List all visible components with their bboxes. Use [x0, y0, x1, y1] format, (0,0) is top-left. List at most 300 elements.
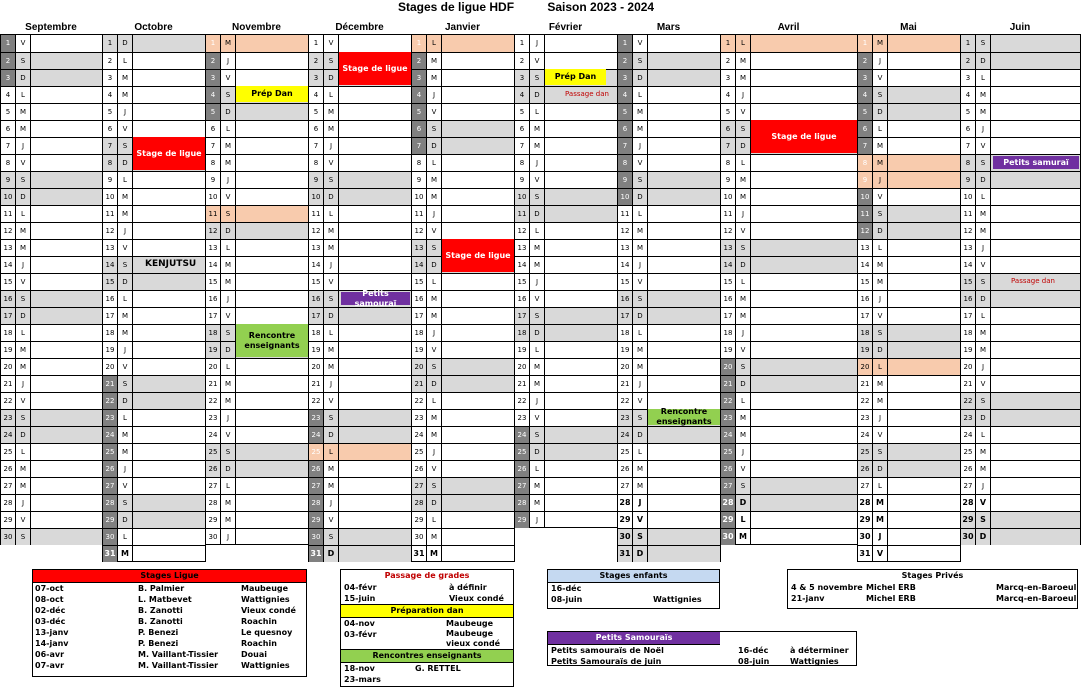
- day-row[interactable]: [309, 460, 411, 477]
- day-row[interactable]: [515, 375, 617, 392]
- day-row[interactable]: [412, 324, 514, 341]
- day-row[interactable]: [961, 69, 1080, 86]
- day-row[interactable]: [206, 409, 308, 426]
- day-row[interactable]: [618, 120, 720, 137]
- day-cell[interactable]: [545, 121, 617, 137]
- day-cell[interactable]: [442, 478, 514, 494]
- day-cell[interactable]: [648, 121, 720, 137]
- day-cell[interactable]: [442, 546, 514, 562]
- day-cell[interactable]: [339, 495, 411, 511]
- day-row[interactable]: [515, 341, 617, 358]
- day-cell[interactable]: [751, 495, 857, 511]
- day-row[interactable]: [103, 222, 205, 239]
- day-cell[interactable]: [888, 410, 960, 426]
- day-row[interactable]: [515, 511, 617, 528]
- day-cell[interactable]: [751, 155, 857, 171]
- day-row[interactable]: [1, 239, 102, 256]
- day-row[interactable]: [309, 494, 411, 511]
- day-row[interactable]: [309, 205, 411, 222]
- day-cell[interactable]: [648, 274, 720, 290]
- day-cell[interactable]: [339, 546, 411, 562]
- day-cell[interactable]: [31, 240, 102, 256]
- day-cell[interactable]: [648, 138, 720, 154]
- day-row[interactable]: [309, 324, 411, 341]
- day-row[interactable]: [412, 154, 514, 171]
- day-cell[interactable]: [442, 512, 514, 528]
- calendar-event[interactable]: Stage de ligue: [339, 52, 411, 85]
- day-cell[interactable]: [133, 359, 205, 375]
- day-row[interactable]: [515, 205, 617, 222]
- day-row[interactable]: [412, 511, 514, 528]
- day-row[interactable]: [961, 290, 1080, 307]
- day-row[interactable]: [618, 494, 720, 511]
- day-row[interactable]: [206, 205, 308, 222]
- day-row[interactable]: [961, 443, 1080, 460]
- day-cell[interactable]: [545, 35, 617, 52]
- day-row[interactable]: [103, 69, 205, 86]
- day-cell[interactable]: [545, 104, 617, 120]
- day-row[interactable]: [103, 239, 205, 256]
- day-row[interactable]: [309, 426, 411, 443]
- day-cell[interactable]: [648, 478, 720, 494]
- day-cell[interactable]: [133, 512, 205, 528]
- day-cell[interactable]: [31, 104, 102, 120]
- day-row[interactable]: [206, 239, 308, 256]
- day-row[interactable]: [309, 222, 411, 239]
- day-cell[interactable]: [648, 512, 720, 528]
- day-row[interactable]: [618, 511, 720, 528]
- day-cell[interactable]: [648, 291, 720, 307]
- day-row[interactable]: [858, 188, 960, 205]
- day-cell[interactable]: [991, 359, 1080, 375]
- day-row[interactable]: [858, 171, 960, 188]
- day-row[interactable]: [961, 52, 1080, 69]
- day-row[interactable]: [721, 477, 857, 494]
- day-row[interactable]: [721, 52, 857, 69]
- day-row[interactable]: [206, 460, 308, 477]
- day-row[interactable]: [103, 375, 205, 392]
- day-row[interactable]: [721, 375, 857, 392]
- day-row[interactable]: [515, 171, 617, 188]
- day-cell[interactable]: [339, 172, 411, 188]
- day-cell[interactable]: [991, 70, 1080, 86]
- day-cell[interactable]: [442, 376, 514, 392]
- day-cell[interactable]: [648, 189, 720, 205]
- day-cell[interactable]: [648, 444, 720, 460]
- day-cell[interactable]: [545, 291, 617, 307]
- day-row[interactable]: [206, 103, 308, 120]
- day-cell[interactable]: [888, 155, 960, 171]
- day-cell[interactable]: [31, 206, 102, 222]
- day-cell[interactable]: [31, 359, 102, 375]
- day-row[interactable]: [412, 460, 514, 477]
- day-row[interactable]: [412, 222, 514, 239]
- day-row[interactable]: [309, 545, 411, 562]
- day-cell[interactable]: [339, 478, 411, 494]
- day-cell[interactable]: [339, 325, 411, 341]
- day-cell[interactable]: [339, 87, 411, 103]
- day-row[interactable]: [309, 511, 411, 528]
- day-cell[interactable]: [31, 461, 102, 477]
- day-cell[interactable]: [888, 274, 960, 290]
- day-cell[interactable]: [133, 172, 205, 188]
- day-row[interactable]: [515, 460, 617, 477]
- day-cell[interactable]: [133, 376, 205, 392]
- day-row[interactable]: [1, 511, 102, 528]
- day-cell[interactable]: [236, 104, 308, 120]
- day-cell[interactable]: [991, 291, 1080, 307]
- day-row[interactable]: [721, 494, 857, 511]
- day-row[interactable]: [1, 358, 102, 375]
- day-cell[interactable]: [751, 444, 857, 460]
- day-cell[interactable]: [991, 512, 1080, 528]
- day-row[interactable]: [412, 477, 514, 494]
- day-cell[interactable]: [751, 342, 857, 358]
- day-cell[interactable]: [751, 308, 857, 324]
- day-row[interactable]: [721, 460, 857, 477]
- day-cell[interactable]: [236, 512, 308, 528]
- day-row[interactable]: [618, 273, 720, 290]
- day-row[interactable]: [858, 460, 960, 477]
- day-cell[interactable]: [545, 257, 617, 273]
- day-row[interactable]: [515, 409, 617, 426]
- day-cell[interactable]: [31, 189, 102, 205]
- day-row[interactable]: [961, 171, 1080, 188]
- day-row[interactable]: [206, 154, 308, 171]
- day-cell[interactable]: [31, 155, 102, 171]
- day-row[interactable]: [721, 528, 857, 545]
- day-cell[interactable]: [236, 529, 308, 545]
- day-cell[interactable]: [648, 223, 720, 239]
- day-cell[interactable]: [442, 444, 514, 460]
- day-cell[interactable]: [991, 410, 1080, 426]
- calendar-event[interactable]: Prép Dan: [236, 86, 308, 102]
- day-cell[interactable]: [133, 308, 205, 324]
- day-row[interactable]: [618, 545, 720, 562]
- day-cell[interactable]: [545, 240, 617, 256]
- day-cell[interactable]: [339, 393, 411, 409]
- day-cell[interactable]: [991, 427, 1080, 443]
- day-cell[interactable]: [648, 240, 720, 256]
- day-cell[interactable]: [545, 155, 617, 171]
- day-row[interactable]: [515, 120, 617, 137]
- day-row[interactable]: [412, 205, 514, 222]
- calendar-event[interactable]: Stage de ligue: [133, 137, 205, 170]
- day-cell[interactable]: [545, 410, 617, 426]
- day-row[interactable]: [206, 443, 308, 460]
- day-row[interactable]: [412, 307, 514, 324]
- day-cell[interactable]: [648, 206, 720, 222]
- day-row[interactable]: [412, 358, 514, 375]
- day-row[interactable]: [858, 375, 960, 392]
- day-row[interactable]: [309, 188, 411, 205]
- day-cell[interactable]: [442, 35, 514, 52]
- day-row[interactable]: [412, 120, 514, 137]
- day-cell[interactable]: [751, 376, 857, 392]
- day-row[interactable]: [961, 222, 1080, 239]
- day-cell[interactable]: [442, 410, 514, 426]
- day-row[interactable]: [858, 120, 960, 137]
- day-cell[interactable]: [751, 189, 857, 205]
- day-cell[interactable]: [339, 529, 411, 545]
- day-cell[interactable]: [991, 223, 1080, 239]
- day-cell[interactable]: [991, 376, 1080, 392]
- day-cell[interactable]: [888, 121, 960, 137]
- day-cell[interactable]: [339, 342, 411, 358]
- day-cell[interactable]: [888, 478, 960, 494]
- day-row[interactable]: [618, 256, 720, 273]
- day-cell[interactable]: [751, 393, 857, 409]
- day-row[interactable]: [309, 443, 411, 460]
- day-cell[interactable]: [31, 35, 102, 52]
- calendar-event[interactable]: Prép Dan: [545, 69, 606, 85]
- day-cell[interactable]: [751, 478, 857, 494]
- day-row[interactable]: [961, 188, 1080, 205]
- day-cell[interactable]: [339, 359, 411, 375]
- day-row[interactable]: [206, 307, 308, 324]
- day-row[interactable]: [103, 511, 205, 528]
- day-row[interactable]: [515, 426, 617, 443]
- day-row[interactable]: [1, 154, 102, 171]
- day-cell[interactable]: [888, 359, 960, 375]
- day-row[interactable]: [515, 239, 617, 256]
- day-cell[interactable]: [991, 87, 1080, 103]
- day-cell[interactable]: [442, 138, 514, 154]
- day-cell[interactable]: [339, 206, 411, 222]
- day-cell[interactable]: [751, 206, 857, 222]
- day-cell[interactable]: [991, 393, 1080, 409]
- day-cell[interactable]: [133, 87, 205, 103]
- day-cell[interactable]: [236, 495, 308, 511]
- day-cell[interactable]: [888, 189, 960, 205]
- calendar-event[interactable]: Rencontre enseignants: [648, 409, 720, 425]
- day-row[interactable]: [1, 205, 102, 222]
- day-row[interactable]: [961, 528, 1080, 545]
- day-cell[interactable]: [339, 189, 411, 205]
- day-row[interactable]: [515, 188, 617, 205]
- day-row[interactable]: [858, 358, 960, 375]
- day-cell[interactable]: [648, 87, 720, 103]
- day-cell[interactable]: [991, 478, 1080, 494]
- day-cell[interactable]: [751, 223, 857, 239]
- day-cell[interactable]: [442, 529, 514, 545]
- day-row[interactable]: [515, 324, 617, 341]
- day-row[interactable]: [618, 205, 720, 222]
- day-row[interactable]: [206, 358, 308, 375]
- day-cell[interactable]: [991, 325, 1080, 341]
- day-cell[interactable]: [991, 53, 1080, 69]
- day-cell[interactable]: [545, 223, 617, 239]
- day-row[interactable]: [515, 494, 617, 511]
- day-cell[interactable]: [751, 274, 857, 290]
- day-row[interactable]: [206, 290, 308, 307]
- day-cell[interactable]: [442, 393, 514, 409]
- day-cell[interactable]: [991, 121, 1080, 137]
- day-cell[interactable]: [442, 155, 514, 171]
- day-cell[interactable]: [888, 291, 960, 307]
- day-row[interactable]: [515, 392, 617, 409]
- day-cell[interactable]: [648, 35, 720, 52]
- day-cell[interactable]: [888, 35, 960, 52]
- day-cell[interactable]: [31, 138, 102, 154]
- day-cell[interactable]: [545, 359, 617, 375]
- day-row[interactable]: [412, 494, 514, 511]
- day-row[interactable]: [721, 324, 857, 341]
- day-row[interactable]: [309, 137, 411, 154]
- day-row[interactable]: [412, 52, 514, 69]
- day-row[interactable]: [618, 426, 720, 443]
- day-cell[interactable]: [751, 70, 857, 86]
- day-row[interactable]: [721, 222, 857, 239]
- day-row[interactable]: [858, 35, 960, 52]
- day-row[interactable]: [858, 137, 960, 154]
- day-row[interactable]: [1, 256, 102, 273]
- day-row[interactable]: [103, 273, 205, 290]
- day-cell[interactable]: [31, 291, 102, 307]
- day-row[interactable]: [1, 222, 102, 239]
- day-row[interactable]: [858, 477, 960, 494]
- day-cell[interactable]: [236, 240, 308, 256]
- day-row[interactable]: [858, 154, 960, 171]
- day-cell[interactable]: [236, 291, 308, 307]
- day-row[interactable]: [515, 35, 617, 52]
- day-row[interactable]: [309, 256, 411, 273]
- day-cell[interactable]: [888, 104, 960, 120]
- day-cell[interactable]: [133, 104, 205, 120]
- calendar-event[interactable]: KENJUTSU: [145, 259, 197, 269]
- day-cell[interactable]: [648, 104, 720, 120]
- day-cell[interactable]: [888, 546, 960, 562]
- day-row[interactable]: [103, 120, 205, 137]
- day-row[interactable]: [412, 545, 514, 562]
- day-row[interactable]: [618, 341, 720, 358]
- day-row[interactable]: [961, 324, 1080, 341]
- day-cell[interactable]: [133, 189, 205, 205]
- day-row[interactable]: [309, 341, 411, 358]
- day-row[interactable]: [1, 52, 102, 69]
- day-row[interactable]: [412, 35, 514, 52]
- day-cell[interactable]: [648, 172, 720, 188]
- day-cell[interactable]: [236, 257, 308, 273]
- day-row[interactable]: [103, 290, 205, 307]
- day-row[interactable]: [1, 307, 102, 324]
- day-row[interactable]: [961, 426, 1080, 443]
- day-row[interactable]: [515, 103, 617, 120]
- calendar-event[interactable]: Petits samuraï: [993, 156, 1079, 169]
- day-cell[interactable]: [236, 53, 308, 69]
- day-cell[interactable]: [991, 461, 1080, 477]
- day-row[interactable]: [309, 477, 411, 494]
- day-cell[interactable]: [339, 376, 411, 392]
- day-row[interactable]: [1, 477, 102, 494]
- day-row[interactable]: [961, 494, 1080, 511]
- day-row[interactable]: [515, 273, 617, 290]
- day-cell[interactable]: [888, 342, 960, 358]
- day-row[interactable]: [618, 477, 720, 494]
- day-row[interactable]: [858, 239, 960, 256]
- day-row[interactable]: [412, 86, 514, 103]
- day-cell[interactable]: [31, 325, 102, 341]
- day-row[interactable]: [1, 324, 102, 341]
- day-cell[interactable]: [442, 325, 514, 341]
- day-row[interactable]: [412, 409, 514, 426]
- day-cell[interactable]: [31, 444, 102, 460]
- day-row[interactable]: [618, 222, 720, 239]
- day-row[interactable]: [858, 273, 960, 290]
- day-row[interactable]: [515, 154, 617, 171]
- day-row[interactable]: [721, 273, 857, 290]
- day-cell[interactable]: [545, 393, 617, 409]
- day-row[interactable]: [1, 494, 102, 511]
- day-cell[interactable]: [31, 308, 102, 324]
- day-cell[interactable]: [133, 529, 205, 545]
- day-row[interactable]: [309, 307, 411, 324]
- day-cell[interactable]: [442, 87, 514, 103]
- day-row[interactable]: [858, 324, 960, 341]
- day-cell[interactable]: [648, 546, 720, 562]
- day-row[interactable]: [412, 137, 514, 154]
- day-cell[interactable]: [133, 35, 205, 52]
- day-cell[interactable]: [339, 461, 411, 477]
- day-row[interactable]: [1, 409, 102, 426]
- day-row[interactable]: [721, 290, 857, 307]
- day-cell[interactable]: [339, 223, 411, 239]
- day-row[interactable]: [103, 460, 205, 477]
- day-row[interactable]: [103, 426, 205, 443]
- day-row[interactable]: [721, 69, 857, 86]
- day-row[interactable]: [103, 103, 205, 120]
- day-cell[interactable]: [991, 189, 1080, 205]
- day-row[interactable]: [412, 375, 514, 392]
- day-row[interactable]: [618, 443, 720, 460]
- day-cell[interactable]: [648, 427, 720, 443]
- day-cell[interactable]: [442, 427, 514, 443]
- day-cell[interactable]: [133, 53, 205, 69]
- day-cell[interactable]: [236, 410, 308, 426]
- day-row[interactable]: [961, 460, 1080, 477]
- day-cell[interactable]: [236, 172, 308, 188]
- day-row[interactable]: [618, 154, 720, 171]
- day-row[interactable]: [961, 307, 1080, 324]
- day-cell[interactable]: [442, 274, 514, 290]
- day-row[interactable]: [103, 392, 205, 409]
- day-row[interactable]: [858, 511, 960, 528]
- day-cell[interactable]: [339, 257, 411, 273]
- day-cell[interactable]: [888, 393, 960, 409]
- day-cell[interactable]: [888, 529, 960, 545]
- day-row[interactable]: [858, 341, 960, 358]
- day-cell[interactable]: [991, 104, 1080, 120]
- day-row[interactable]: [103, 307, 205, 324]
- day-cell[interactable]: [545, 325, 617, 341]
- day-cell[interactable]: [31, 121, 102, 137]
- day-row[interactable]: [412, 392, 514, 409]
- day-cell[interactable]: [236, 35, 308, 52]
- day-row[interactable]: [1, 69, 102, 86]
- day-row[interactable]: [103, 545, 205, 562]
- day-cell[interactable]: [751, 35, 857, 52]
- day-row[interactable]: [206, 494, 308, 511]
- day-row[interactable]: [103, 443, 205, 460]
- day-row[interactable]: [961, 375, 1080, 392]
- calendar-event[interactable]: Petits samouraï: [341, 292, 410, 305]
- day-cell[interactable]: [751, 240, 857, 256]
- day-row[interactable]: [309, 409, 411, 426]
- day-row[interactable]: [1, 375, 102, 392]
- day-row[interactable]: [103, 52, 205, 69]
- day-cell[interactable]: [751, 359, 857, 375]
- day-cell[interactable]: [545, 206, 617, 222]
